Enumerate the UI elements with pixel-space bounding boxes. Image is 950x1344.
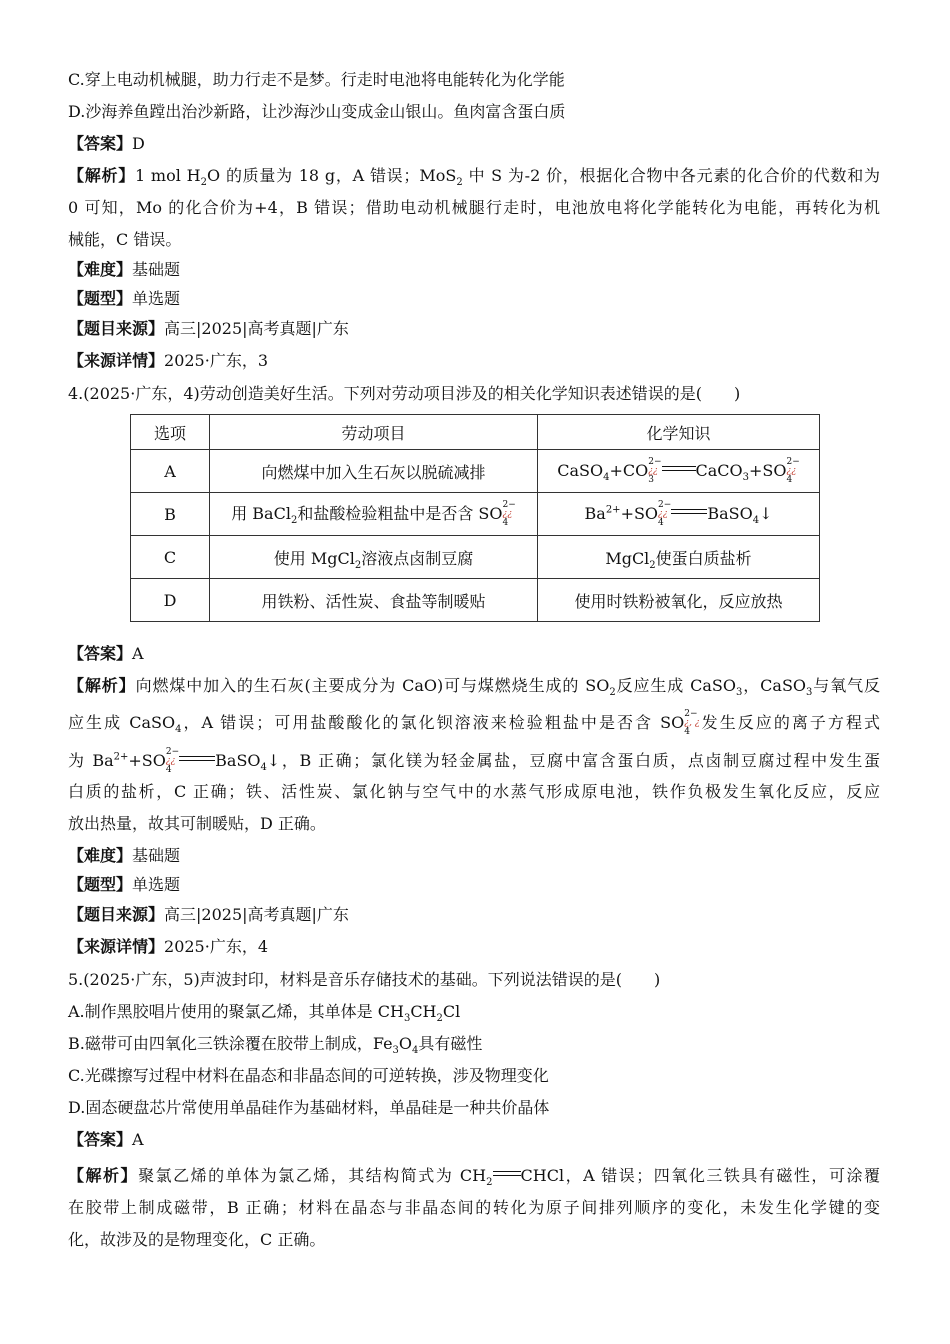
q3-option-d: D.沙海养鱼蹚出治沙新路，让沙海沙山变成金山银山。鱼肉富含蛋白质	[68, 102, 566, 121]
answer-value: D	[132, 134, 145, 153]
row-task: 使用 MgCl$_2$溶液点卤制豆腐	[210, 536, 538, 579]
q3-answer	[68, 134, 145, 154]
q3-difficulty	[68, 260, 180, 280]
q3-type	[68, 289, 180, 309]
equals-sign	[671, 507, 707, 517]
q5-answer: 【答案】A	[68, 1130, 144, 1149]
subscript: 2	[456, 177, 463, 189]
row-task: 向燃煤中加入生石灰以脱硫减排	[210, 450, 538, 493]
row-knowledge: MgCl$_2$使蛋白质盐析	[538, 536, 820, 579]
q4-analysis-line-2: 应生成 CaSO$_4$，A 错误；可用盐酸酸化的氯化钡溶液来检验粗盐中是否含 SO 2− ¿, ¿ 4 发生反应的离子方程式	[68, 709, 880, 737]
q4-analysis-line-4: 白质的盐析，C 正确；铁、活性炭、氯化钠与空气中的水蒸气形成原电池，铁作负极发生氧化反应，反应	[68, 782, 880, 801]
q3-analysis-line-1	[68, 166, 880, 189]
double-bond	[493, 1169, 521, 1179]
table-header-row	[131, 415, 820, 450]
row-option: B	[131, 493, 210, 536]
row-task: 用铁粉、活性炭、食盐等制暖贴	[210, 579, 538, 622]
q5-analysis-line-1: 【解析】聚氯乙烯的单体为氯乙烯，其结构简式为 $CH_2$ CHCl，A 错误；四氧化三铁具有磁性，可涂覆	[68, 1166, 880, 1189]
table-row	[131, 493, 820, 536]
answer-label: 【答案】	[68, 134, 133, 153]
row-knowledge: $Ba^{2+}+SO$ 2− ¿¿ 4 BaSO$_4$↓	[538, 493, 820, 536]
row-knowledge: CaSO$_4$+CO 2− ¿¿ 3 CaCO$_3$+SO 2− ¿¿ 4	[538, 450, 820, 493]
analysis-text: 1 mol H	[134, 166, 201, 185]
analysis-text: 中 S 为-2 价，根据化合物中各元素的化合价的代数和为	[462, 166, 880, 185]
q4-analysis-line-3: 为 $Ba^{2+}+SO$ 2− ¿¿ 4 BaSO$_4$↓，B 正确；氯化镁为轻金属盐，豆腐中富含蛋白质，点卤制豆腐过程中发生蛋	[68, 747, 880, 775]
q4-analysis-line-5: 放出热量，故其可制暖贴，D 正确。	[68, 814, 326, 833]
q3-option-c: C.穿上电动机械腿，助力行走不是梦。行走时电池将电能转化为化学能	[68, 70, 565, 89]
source-value: 高三|2025|高考真题|广东	[164, 319, 349, 338]
q4-type: 【题型】单选题	[68, 875, 181, 894]
q4-stem: 4.(2025·广东，4)劳动创造美好生活。下列对劳动项目涉及的相关化学知识表述错误的是( )	[68, 384, 741, 403]
header-option: 选项	[131, 415, 210, 450]
q4-source: 【题目来源】高三|2025|高考真题|广东	[68, 905, 349, 924]
row-task: 用 BaCl$_2$和盐酸检验粗盐中是否含 SO 2− ¿¿ 4	[210, 493, 538, 536]
detail-label: 【来源详情】	[68, 351, 165, 370]
q4-table	[130, 414, 820, 622]
row-option: D	[131, 579, 210, 622]
q3-analysis-line-2: 0 可知，Mo 的化合价为+4，B 错误；借助电动机械腿行走时，电池放电将化学能转化为电能，再转化为机	[68, 198, 880, 217]
analysis-text: O 的质量为 18 g，A 错误；MoS	[207, 166, 457, 185]
q4-source-detail: 【来源详情】2025·广东，4	[68, 937, 269, 956]
q5-option-a: A.制作黑胶唱片使用的聚氯乙烯，其单体是 $CH_3CH_2Cl$	[68, 1002, 461, 1025]
row-option: C	[131, 536, 210, 579]
q5-option-d: D.固态硬盘芯片常使用单晶硅作为基础材料，单晶硅是一种共价晶体	[68, 1098, 550, 1117]
q5-stem: 5.(2025·广东，5)声波封印，材料是音乐存储技术的基础。下列说法错误的是( )	[68, 970, 661, 989]
row-knowledge: 使用时铁粉被氧化，反应放热	[538, 579, 820, 622]
q5-analysis-line-2: 在胶带上制成磁带，B 正确；材料在晶态与非晶态间的转化为原子间排列顺序的变化，未发生化学键的变	[68, 1198, 880, 1217]
row-option: A	[131, 450, 210, 493]
table-row	[131, 579, 820, 622]
q3-source	[68, 319, 349, 339]
subscript: 2	[200, 177, 208, 189]
header-task: 劳动项目	[210, 415, 538, 450]
type-label: 【题型】	[68, 289, 133, 308]
header-knowledge: 化学知识	[538, 415, 820, 450]
q5-analysis-line-3: 化，故涉及的是物理变化，C 正确。	[68, 1230, 326, 1249]
q4-analysis-line-1: 【解析】向燃煤中加入的生石灰(主要成分为 CaO)可与煤燃烧生成的 $SO_2$反应生成 CaSO$_3$，CaSO$_3$与氧气反	[68, 676, 880, 699]
table-row	[131, 536, 820, 579]
q3-analysis-line-3: 械能，C 错误。	[68, 230, 182, 249]
table-row	[131, 450, 820, 493]
difficulty-value: 基础题	[132, 260, 181, 279]
type-value: 单选题	[132, 289, 181, 308]
q4-answer: 【答案】A	[68, 644, 144, 663]
q5-option-b: B.磁带可由四氧化三铁涂覆在胶带上制成，$Fe_3O_4$具有磁性	[68, 1034, 483, 1057]
q4-difficulty: 【难度】基础题	[68, 846, 181, 865]
analysis-label: 【解析】	[68, 166, 135, 185]
source-label: 【题目来源】	[68, 319, 165, 338]
equals-sign	[179, 754, 215, 764]
q5-option-c: C.光碟擦写过程中材料在晶态和非晶态间的可逆转换，涉及物理变化	[68, 1066, 549, 1085]
reversible-arrow	[662, 464, 696, 474]
q3-source-detail	[68, 351, 268, 371]
detail-value: 2025·广东，3	[164, 351, 269, 370]
difficulty-label: 【难度】	[68, 260, 133, 279]
